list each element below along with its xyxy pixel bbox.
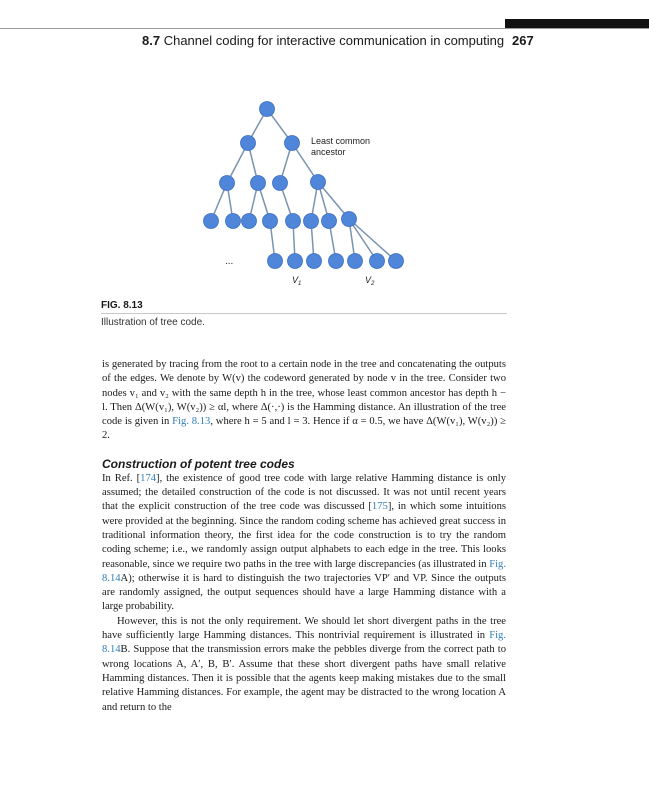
tree-code-figure xyxy=(0,90,649,295)
figure-rule xyxy=(101,313,507,314)
paragraph-2 xyxy=(102,472,506,615)
paragraph-1-text-end: , where h = 5 and l = 3. Hence if α = 0.5, we have Δ(W(v₁), W(v₂)) ≥ 2. xyxy=(102,416,506,442)
p2-text-3: ], in which some intuitions were provided at the beginning. Since the random coding scheme has achieved great success in traditional information theory, the first idea for the code construction is to try the random coding scheme; i.e., we randomly assign output alphabets to each edge in the tree. This looks reasonable, since we require two paths in the tree with large discrepancies (as illustrated in xyxy=(102,501,506,570)
tree-node xyxy=(311,175,326,190)
tree-node xyxy=(273,176,288,191)
tree-node xyxy=(342,212,357,227)
fig-8-14-ref-2[interactable]: Fig. 8.14 xyxy=(102,630,506,656)
annotation-line-1: Least common xyxy=(311,136,371,146)
figure-label: FIG. 8.13 xyxy=(101,300,143,311)
paragraph-1 xyxy=(102,358,506,444)
tree-node xyxy=(268,254,283,269)
p3-text-1: However, this is not the only requirement. We should let short divergent paths in the tree have sufficiently large Hamming distances. This nontrivial requirement is illustrated in xyxy=(102,615,506,642)
tree-nodes xyxy=(204,102,404,269)
tree-node xyxy=(307,254,322,269)
section-number: 8.7 xyxy=(142,33,161,48)
section-title-text: Channel coding for interactive communication in computing xyxy=(163,33,505,48)
tree-node xyxy=(285,136,300,151)
tree-node xyxy=(241,136,256,151)
label-v2 xyxy=(365,275,375,287)
tree-node xyxy=(263,214,278,229)
tree-node xyxy=(322,214,337,229)
label-v2-main: V xyxy=(365,275,372,285)
annotation-line-2: ancestor xyxy=(311,147,346,157)
tree-node xyxy=(260,102,275,117)
tree-node xyxy=(226,214,241,229)
header-bar xyxy=(505,19,649,28)
page-number: 267 xyxy=(512,33,534,48)
tree-node xyxy=(286,214,301,229)
p2-text-2: ], the existence of good tree code with large relative Hamming distance is only assumed; the detailed construction of the code is not discussed. It was not until recent years that the explicit construction of the tree code was discussed [ xyxy=(102,472,507,513)
paragraph-1-text: is generated by tracing from the root to a certain node in the tree and concatenating the outputs of the edges. We denote by W(v) the codeword generated by node v in the tree. Consider two nodes v₁ and v₂ with the same depth h in the tree, whose least common ancestor has depth h − l. Then Δ(W(v₁), W(v₂)) ≥ αl, where Δ(·,·) is the Hamming distance. An illustration of the tree code is given in xyxy=(102,359,506,428)
label-v2-sub: 2 xyxy=(371,281,375,287)
tree-node xyxy=(220,176,235,191)
ref-174[interactable]: 174 xyxy=(140,472,157,484)
p2-text-4: A); otherwise it is hard to distinguish the two trajectories VP′ and VP. Since the outputs are randomly assigned, the output sequences should have a large Hamming distance with a large probability. xyxy=(102,572,506,613)
tree-node xyxy=(329,254,344,269)
ref-175[interactable]: 175 xyxy=(371,501,388,513)
tree-node xyxy=(288,254,303,269)
fig-8-14-ref[interactable]: Fig. 8.14 xyxy=(102,558,506,584)
p2-text-1: In Ref. [ xyxy=(102,472,141,484)
body-text xyxy=(102,358,506,715)
label-v1 xyxy=(292,275,301,287)
tree-node xyxy=(242,214,257,229)
tree-node xyxy=(348,254,363,269)
paragraph-3 xyxy=(102,615,506,715)
running-header xyxy=(0,33,649,51)
tree-node xyxy=(389,254,404,269)
fig-8-13-ref[interactable]: Fig. 8.13 xyxy=(172,416,211,428)
tree-node xyxy=(204,214,219,229)
label-v1-sub: 1 xyxy=(298,281,302,287)
tree-edges xyxy=(211,109,396,261)
tree-node xyxy=(304,214,319,229)
section-title xyxy=(142,33,504,48)
header-rule xyxy=(0,28,649,29)
tree-node xyxy=(370,254,385,269)
section-heading: Construction of potent tree codes xyxy=(102,456,295,471)
tree-node xyxy=(251,176,266,191)
label-v1-main: V xyxy=(292,275,299,285)
p3-text-2: B. Suppose that the transmission errors make the pebbles diverge from the correct path to wrong locations A, A′, B, B′. Assume that these short divergent paths have small relative Hamming distances. Then it is possible that the agents keep making mistakes due to the small relative Hamming distances. For example, the agent may be distracted to the wrong location A and return to the xyxy=(102,644,506,713)
figure-caption: Illustration of tree code. xyxy=(101,317,205,328)
ellipsis: ... xyxy=(225,256,234,267)
